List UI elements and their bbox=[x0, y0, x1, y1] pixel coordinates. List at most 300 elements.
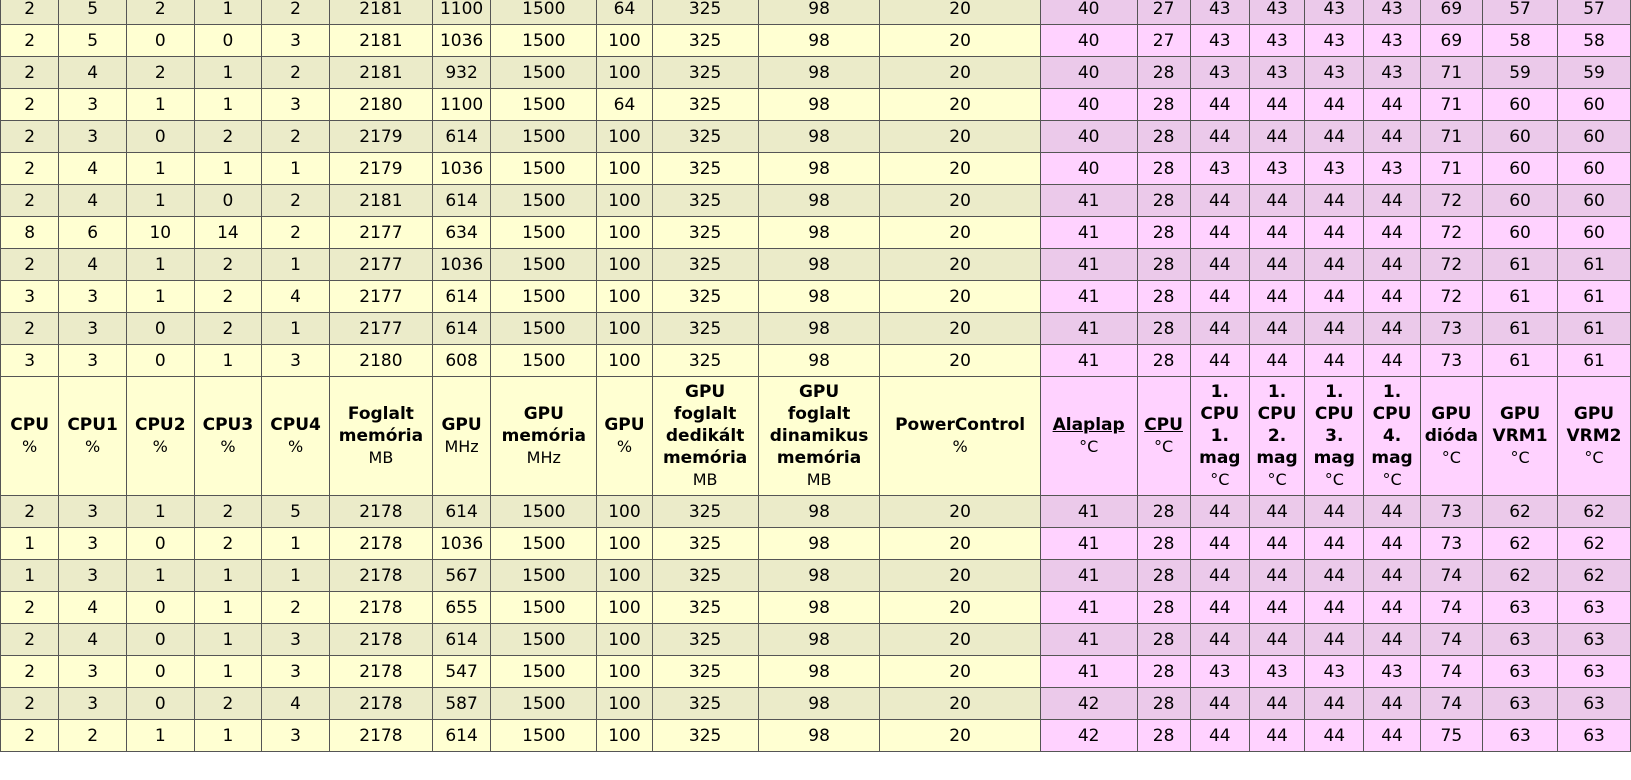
column-header-unit: % bbox=[616, 437, 633, 456]
table-cell: 1500 bbox=[491, 281, 597, 313]
table-cell: 44 bbox=[1190, 496, 1249, 528]
table-cell: 72 bbox=[1420, 281, 1482, 313]
column-header-label: CPU bbox=[1314, 404, 1354, 424]
table-cell: 44 bbox=[1249, 592, 1304, 624]
table-cell: 2 bbox=[1, 624, 59, 656]
column-header bbox=[1420, 377, 1482, 496]
column-header-unit: °C bbox=[1210, 470, 1230, 489]
table-cell: 1 bbox=[194, 345, 262, 377]
table-cell: 74 bbox=[1420, 656, 1482, 688]
table-cell: 44 bbox=[1305, 528, 1364, 560]
table-cell: 1500 bbox=[491, 624, 597, 656]
table-cell: 4 bbox=[59, 249, 127, 281]
column-header-label: VRM1 bbox=[1492, 426, 1548, 446]
table-cell: 614 bbox=[432, 281, 490, 313]
table-cell: 27 bbox=[1137, 25, 1190, 57]
table-cell: 98 bbox=[758, 496, 880, 528]
table-cell: 62 bbox=[1558, 528, 1631, 560]
table-cell: 325 bbox=[652, 656, 758, 688]
table-cell: 1 bbox=[262, 249, 330, 281]
table-cell: 41 bbox=[1040, 281, 1137, 313]
table-cell: 2181 bbox=[329, 25, 432, 57]
table-cell: 63 bbox=[1483, 624, 1558, 656]
table-cell: 3 bbox=[262, 345, 330, 377]
column-header-unit: °C bbox=[1382, 470, 1402, 489]
table-cell: 1500 bbox=[491, 153, 597, 185]
table-cell: 0 bbox=[126, 25, 194, 57]
table-cell: 4 bbox=[59, 185, 127, 217]
table-cell: 61 bbox=[1558, 281, 1631, 313]
table-cell: 2 bbox=[262, 57, 330, 89]
table-cell: 63 bbox=[1483, 592, 1558, 624]
table-cell: 2179 bbox=[329, 153, 432, 185]
table-cell: 3 bbox=[59, 688, 127, 720]
column-header-label: dióda bbox=[1424, 426, 1479, 446]
table-cell: 2 bbox=[262, 592, 330, 624]
table-cell: 4 bbox=[59, 624, 127, 656]
table-cell: 44 bbox=[1190, 217, 1249, 249]
table-cell: 325 bbox=[652, 89, 758, 121]
table-cell: 2177 bbox=[329, 217, 432, 249]
table-cell: 61 bbox=[1483, 249, 1558, 281]
table-cell: 43 bbox=[1190, 0, 1249, 25]
table-cell: 44 bbox=[1249, 89, 1304, 121]
table-cell: 60 bbox=[1558, 121, 1631, 153]
table-cell: 3 bbox=[59, 313, 127, 345]
table-cell: 2 bbox=[1, 153, 59, 185]
column-header bbox=[1483, 377, 1558, 496]
table-cell: 44 bbox=[1249, 688, 1304, 720]
table-cell: 28 bbox=[1137, 496, 1190, 528]
table-cell: 43 bbox=[1305, 0, 1364, 25]
table-cell: 100 bbox=[597, 592, 652, 624]
table-cell: 20 bbox=[880, 345, 1040, 377]
table-cell: 2 bbox=[194, 249, 262, 281]
table-cell: 44 bbox=[1364, 249, 1420, 281]
table-cell: 44 bbox=[1305, 688, 1364, 720]
column-header[interactable] bbox=[1040, 377, 1137, 496]
column-header-label: GPU bbox=[1499, 404, 1541, 424]
table-cell: 73 bbox=[1420, 313, 1482, 345]
column-header-unit: % bbox=[85, 437, 101, 456]
table-cell: 3 bbox=[59, 121, 127, 153]
table-cell: 41 bbox=[1040, 217, 1137, 249]
table-cell: 2180 bbox=[329, 345, 432, 377]
column-header-unit: MHz bbox=[444, 437, 479, 456]
table-cell: 1500 bbox=[491, 345, 597, 377]
table-cell: 2 bbox=[262, 121, 330, 153]
table-cell: 44 bbox=[1190, 89, 1249, 121]
table-cell: 2178 bbox=[329, 528, 432, 560]
column-header-label: GPU bbox=[798, 382, 840, 402]
column-header-label: VRM2 bbox=[1566, 426, 1622, 446]
table-row bbox=[1, 656, 1631, 688]
table-cell: 60 bbox=[1483, 121, 1558, 153]
column-header-label: GPU bbox=[1431, 404, 1472, 424]
table-cell: 43 bbox=[1364, 0, 1420, 25]
table-cell: 64 bbox=[597, 89, 652, 121]
table-cell: 2180 bbox=[329, 89, 432, 121]
column-header-label: GPU bbox=[441, 415, 482, 435]
table-cell: 44 bbox=[1305, 560, 1364, 592]
table-cell: 4 bbox=[262, 281, 330, 313]
column-header-row bbox=[1, 377, 1631, 496]
table-cell: 44 bbox=[1190, 313, 1249, 345]
table-cell: 2 bbox=[1, 89, 59, 121]
table-cell: 20 bbox=[880, 89, 1040, 121]
table-cell: 20 bbox=[880, 720, 1040, 752]
column-header-label: mag bbox=[1371, 448, 1413, 468]
table-cell: 41 bbox=[1040, 560, 1137, 592]
table-cell: 98 bbox=[758, 25, 880, 57]
table-cell: 74 bbox=[1420, 592, 1482, 624]
column-header-unit: °C bbox=[1584, 448, 1604, 467]
table-cell: 44 bbox=[1305, 281, 1364, 313]
column-header bbox=[1305, 377, 1364, 496]
column-header-unit: % bbox=[952, 437, 968, 456]
table-cell: 28 bbox=[1137, 281, 1190, 313]
table-cell: 2 bbox=[1, 121, 59, 153]
table-cell: 44 bbox=[1305, 592, 1364, 624]
table-cell: 44 bbox=[1249, 560, 1304, 592]
table-cell: 325 bbox=[652, 496, 758, 528]
table-row bbox=[1, 153, 1631, 185]
table-cell: 73 bbox=[1420, 496, 1482, 528]
table-cell: 63 bbox=[1558, 656, 1631, 688]
column-header-label: mag bbox=[1313, 448, 1355, 468]
table-cell: 20 bbox=[880, 656, 1040, 688]
column-header bbox=[1190, 377, 1249, 496]
table-cell: 28 bbox=[1137, 720, 1190, 752]
table-cell: 44 bbox=[1249, 345, 1304, 377]
table-cell: 98 bbox=[758, 592, 880, 624]
table-cell: 20 bbox=[880, 624, 1040, 656]
table-cell: 325 bbox=[652, 185, 758, 217]
table-cell: 44 bbox=[1364, 720, 1420, 752]
table-cell: 20 bbox=[880, 57, 1040, 89]
table-cell: 44 bbox=[1190, 345, 1249, 377]
table-cell: 20 bbox=[880, 217, 1040, 249]
table-cell: 0 bbox=[126, 592, 194, 624]
table-cell: 61 bbox=[1558, 313, 1631, 345]
column-header-unit: °C bbox=[1154, 437, 1174, 456]
table-cell: 61 bbox=[1483, 313, 1558, 345]
table-cell: 1100 bbox=[432, 89, 490, 121]
table-cell: 4 bbox=[59, 57, 127, 89]
table-cell: 5 bbox=[59, 0, 127, 25]
table-cell: 2178 bbox=[329, 496, 432, 528]
table-cell: 3 bbox=[1, 281, 59, 313]
table-cell: 98 bbox=[758, 249, 880, 281]
table-cell: 4 bbox=[262, 688, 330, 720]
table-cell: 44 bbox=[1249, 528, 1304, 560]
table-cell: 28 bbox=[1137, 121, 1190, 153]
table-cell: 4 bbox=[59, 592, 127, 624]
table-cell: 3 bbox=[262, 656, 330, 688]
table-cell: 44 bbox=[1190, 720, 1249, 752]
table-cell: 40 bbox=[1040, 57, 1137, 89]
table-cell: 614 bbox=[432, 624, 490, 656]
table-cell: 20 bbox=[880, 560, 1040, 592]
column-header-label: memória bbox=[662, 448, 748, 468]
table-cell: 44 bbox=[1249, 281, 1304, 313]
table-cell: 2177 bbox=[329, 249, 432, 281]
table-cell: 100 bbox=[597, 313, 652, 345]
table-cell: 43 bbox=[1249, 0, 1304, 25]
table-cell: 614 bbox=[432, 185, 490, 217]
table-cell: 614 bbox=[432, 313, 490, 345]
table-cell: 44 bbox=[1190, 281, 1249, 313]
table-cell: 44 bbox=[1364, 345, 1420, 377]
table-cell: 63 bbox=[1558, 720, 1631, 752]
table-cell: 63 bbox=[1483, 688, 1558, 720]
column-header-unit: MB bbox=[806, 470, 832, 489]
table-cell: 60 bbox=[1558, 153, 1631, 185]
table-cell: 2178 bbox=[329, 624, 432, 656]
column-header bbox=[597, 377, 652, 496]
table-cell: 28 bbox=[1137, 89, 1190, 121]
table-cell: 40 bbox=[1040, 0, 1137, 25]
table-cell: 2 bbox=[194, 528, 262, 560]
table-cell: 41 bbox=[1040, 592, 1137, 624]
table-cell: 2 bbox=[1, 313, 59, 345]
table-cell: 614 bbox=[432, 496, 490, 528]
table-cell: 43 bbox=[1364, 57, 1420, 89]
table-cell: 20 bbox=[880, 153, 1040, 185]
table-cell: 2178 bbox=[329, 656, 432, 688]
table-cell: 61 bbox=[1558, 249, 1631, 281]
table-cell: 1 bbox=[194, 624, 262, 656]
column-header-label: CPU bbox=[1200, 404, 1240, 424]
table-cell: 44 bbox=[1364, 217, 1420, 249]
table-cell: 72 bbox=[1420, 217, 1482, 249]
table-cell: 44 bbox=[1305, 720, 1364, 752]
table-cell: 1 bbox=[1, 560, 59, 592]
table-cell: 100 bbox=[597, 153, 652, 185]
table-cell: 41 bbox=[1040, 185, 1137, 217]
table-cell: 1500 bbox=[491, 121, 597, 153]
table-cell: 28 bbox=[1137, 217, 1190, 249]
table-cell: 44 bbox=[1364, 560, 1420, 592]
table-cell: 1500 bbox=[491, 89, 597, 121]
table-cell: 44 bbox=[1249, 217, 1304, 249]
column-header-label: CPU bbox=[10, 415, 50, 435]
table-row bbox=[1, 345, 1631, 377]
table-cell: 74 bbox=[1420, 688, 1482, 720]
table-cell: 5 bbox=[59, 25, 127, 57]
table-row bbox=[1, 313, 1631, 345]
table-row bbox=[1, 185, 1631, 217]
column-header-label: memória bbox=[501, 426, 586, 446]
column-header bbox=[59, 377, 127, 496]
table-cell: 2178 bbox=[329, 688, 432, 720]
table-cell: 614 bbox=[432, 121, 490, 153]
table-cell: 2 bbox=[262, 0, 330, 25]
table-cell: 44 bbox=[1249, 185, 1304, 217]
table-cell: 44 bbox=[1190, 121, 1249, 153]
table-cell: 100 bbox=[597, 185, 652, 217]
table-cell: 20 bbox=[880, 281, 1040, 313]
table-cell: 61 bbox=[1483, 281, 1558, 313]
table-cell: 62 bbox=[1558, 560, 1631, 592]
table-cell: 43 bbox=[1305, 656, 1364, 688]
table-cell: 41 bbox=[1040, 496, 1137, 528]
table-cell: 44 bbox=[1305, 496, 1364, 528]
table-cell: 44 bbox=[1190, 592, 1249, 624]
table-cell: 608 bbox=[432, 345, 490, 377]
table-cell: 44 bbox=[1364, 121, 1420, 153]
column-header bbox=[432, 377, 490, 496]
table-cell: 3 bbox=[262, 624, 330, 656]
column-header bbox=[1249, 377, 1304, 496]
table-cell: 1036 bbox=[432, 249, 490, 281]
table-cell: 1 bbox=[1, 528, 59, 560]
table-cell: 72 bbox=[1420, 185, 1482, 217]
table-cell: 325 bbox=[652, 624, 758, 656]
sort-link[interactable]: Alaplap bbox=[1052, 415, 1125, 435]
table-cell: 1 bbox=[194, 0, 262, 25]
table-cell: 74 bbox=[1420, 624, 1482, 656]
table-row bbox=[1, 528, 1631, 560]
table-cell: 100 bbox=[597, 496, 652, 528]
table-cell: 98 bbox=[758, 313, 880, 345]
table-cell: 100 bbox=[597, 281, 652, 313]
table-cell: 14 bbox=[194, 217, 262, 249]
column-header-label: memória bbox=[338, 426, 424, 446]
table-cell: 6 bbox=[59, 217, 127, 249]
table-cell: 2179 bbox=[329, 121, 432, 153]
table-cell: 100 bbox=[597, 57, 652, 89]
table-cell: 20 bbox=[880, 313, 1040, 345]
table-cell: 72 bbox=[1420, 249, 1482, 281]
table-cell: 3 bbox=[59, 560, 127, 592]
table-cell: 4 bbox=[59, 153, 127, 185]
table-cell: 2 bbox=[1, 592, 59, 624]
table-cell: 1500 bbox=[491, 57, 597, 89]
table-cell: 40 bbox=[1040, 89, 1137, 121]
table-cell: 44 bbox=[1364, 496, 1420, 528]
table-cell: 2178 bbox=[329, 720, 432, 752]
column-header-label: CPU3 bbox=[202, 415, 254, 435]
table-cell: 10 bbox=[126, 217, 194, 249]
table-cell: 44 bbox=[1364, 528, 1420, 560]
table-cell: 20 bbox=[880, 185, 1040, 217]
table-row bbox=[1, 281, 1631, 313]
table-cell: 60 bbox=[1558, 89, 1631, 121]
table-cell: 100 bbox=[597, 624, 652, 656]
table-cell: 3 bbox=[59, 496, 127, 528]
table-cell: 98 bbox=[758, 185, 880, 217]
table-cell: 1500 bbox=[491, 25, 597, 57]
table-cell: 62 bbox=[1483, 528, 1558, 560]
table-cell: 325 bbox=[652, 345, 758, 377]
table-cell: 1500 bbox=[491, 528, 597, 560]
table-cell: 1 bbox=[126, 720, 194, 752]
table-row bbox=[1, 249, 1631, 281]
column-header-label: PowerControl bbox=[895, 415, 1026, 435]
column-header-unit: % bbox=[152, 437, 168, 456]
table-cell: 1036 bbox=[432, 528, 490, 560]
table-cell: 43 bbox=[1305, 25, 1364, 57]
table-cell: 2 bbox=[126, 0, 194, 25]
table-cell: 61 bbox=[1558, 345, 1631, 377]
table-cell: 43 bbox=[1249, 656, 1304, 688]
table-cell: 1 bbox=[262, 560, 330, 592]
sort-link[interactable]: CPU bbox=[1144, 415, 1183, 435]
table-row bbox=[1, 592, 1631, 624]
column-header-unit: MHz bbox=[526, 448, 561, 467]
column-header-label: 3. bbox=[1325, 426, 1344, 446]
table-cell: 1500 bbox=[491, 688, 597, 720]
table-cell: 567 bbox=[432, 560, 490, 592]
table-cell: 2 bbox=[1, 720, 59, 752]
table-cell: 63 bbox=[1558, 592, 1631, 624]
table-cell: 59 bbox=[1558, 57, 1631, 89]
table-cell: 98 bbox=[758, 281, 880, 313]
table-cell: 60 bbox=[1483, 89, 1558, 121]
table-cell: 547 bbox=[432, 656, 490, 688]
column-header-label: dinamikus bbox=[769, 426, 869, 446]
column-header-unit: °C bbox=[1324, 470, 1344, 489]
table-cell: 0 bbox=[126, 345, 194, 377]
table-cell: 44 bbox=[1364, 688, 1420, 720]
table-cell: 325 bbox=[652, 560, 758, 592]
table-cell: 28 bbox=[1137, 560, 1190, 592]
table-cell: 41 bbox=[1040, 528, 1137, 560]
table-cell: 655 bbox=[432, 592, 490, 624]
table-cell: 74 bbox=[1420, 560, 1482, 592]
table-cell: 1 bbox=[194, 89, 262, 121]
column-header-label: GPU bbox=[604, 415, 645, 435]
column-header[interactable] bbox=[1137, 377, 1190, 496]
table-cell: 63 bbox=[1558, 624, 1631, 656]
table-cell: 28 bbox=[1137, 185, 1190, 217]
table-cell: 1 bbox=[262, 153, 330, 185]
table-cell: 71 bbox=[1420, 57, 1482, 89]
table-cell: 20 bbox=[880, 25, 1040, 57]
table-cell: 41 bbox=[1040, 249, 1137, 281]
table-cell: 100 bbox=[597, 121, 652, 153]
table-cell: 73 bbox=[1420, 528, 1482, 560]
column-header bbox=[652, 377, 758, 496]
table-cell: 40 bbox=[1040, 121, 1137, 153]
table-cell: 28 bbox=[1137, 345, 1190, 377]
table-cell: 0 bbox=[126, 121, 194, 153]
column-header-label: CPU bbox=[1257, 404, 1297, 424]
table-cell: 98 bbox=[758, 345, 880, 377]
column-header-label: CPU2 bbox=[134, 415, 186, 435]
table-cell: 1500 bbox=[491, 185, 597, 217]
column-header-label: mag bbox=[1199, 448, 1241, 468]
table-cell: 43 bbox=[1190, 57, 1249, 89]
table-cell: 1036 bbox=[432, 25, 490, 57]
table-row bbox=[1, 0, 1631, 25]
table-cell: 98 bbox=[758, 656, 880, 688]
table-cell: 1500 bbox=[491, 313, 597, 345]
table-cell: 98 bbox=[758, 121, 880, 153]
table-cell: 28 bbox=[1137, 592, 1190, 624]
table-cell: 1 bbox=[126, 249, 194, 281]
table-cell: 2 bbox=[194, 313, 262, 345]
table-cell: 44 bbox=[1190, 185, 1249, 217]
table-cell: 98 bbox=[758, 57, 880, 89]
table-cell: 2 bbox=[1, 0, 59, 25]
table-cell: 2 bbox=[194, 688, 262, 720]
table-cell: 2 bbox=[194, 121, 262, 153]
table-cell: 3 bbox=[1, 345, 59, 377]
table-cell: 2 bbox=[194, 281, 262, 313]
column-header bbox=[491, 377, 597, 496]
